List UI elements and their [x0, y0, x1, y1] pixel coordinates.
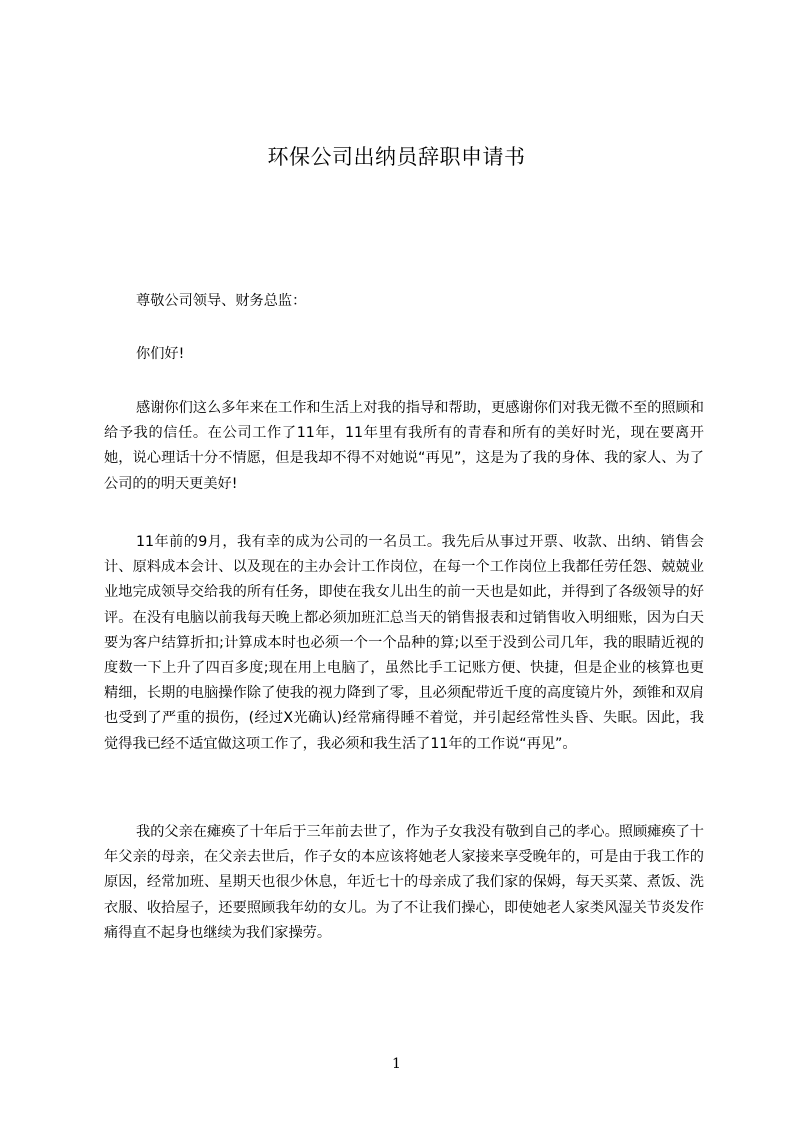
body-paragraph-2: 11年前的9月，我有幸的成为公司的一名员工。我先后从事过开票、收款、出纳、销售会计、原料成本会计、以及现在的主办会计工作岗位，在每一个工作岗位上我都任劳任怨、兢兢业业地完成领导交给我的所有任务，即使在我女儿出生的前一天也是如此，并得到了各级领导的好评。在没有电脑以前我每天晚上都必须加班汇总当天的销售报表和过销售收入明细账，因为白天要为客户结算折扣;计算成本时也必须一个一个品种的算;以至于没到公司几年，我的眼睛近视的度数一下上升了四百多度;现在用上电脑了，虽然比手工记账方便、快捷，但是企业的核算也更精细，长期的电脑操作除了使我的视力降到了零，且必须配带近千度的高度镜片外，颈锥和双肩也受到了严重的损伤，(经过X光确认)经常痛得睡不着觉，并引起经常性头昏、失眠。因此，我觉得我已经不适宜做这项工作了，我必须和我生活了11年的工作说“再见”。: [104, 534, 704, 752]
greeting: 你们好!: [136, 346, 185, 362]
salutation: 尊敬公司领导、财务总监：: [136, 293, 307, 309]
body-paragraph-3: 我的父亲在瘫痪了十年后于三年前去世了，作为子女我没有敬到自己的孝心。照顾瘫痪了十年父亲的母亲，在父亲去世后，作子女的本应该将她老人家接来享受晚年的，可是由于我工作的原因，经常加班、星期天也很少休息，年近七十的母亲成了我们家的保姆，每天买菜、煮饭、洗衣服、收拾屋子，还要照顾我年幼的女儿。为了不让我们操心，即使她老人家类风湿关节炎发作痛得直不起身也继续为我们家操劳。: [104, 824, 704, 941]
body-paragraph-1: 感谢你们这么多年来在工作和生活上对我的指导和帮助，更感谢你们对我无微不至的照顾和给予我的信任。在公司工作了11年，11年里有我所有的青春和所有的美好时光，现在要离开她，说心理话十分不情愿，但是我却不得不对她说“再见”，这是为了我的身体、我的家人、为了公司的的明天更美好!: [104, 400, 704, 492]
page-number: 1: [392, 1056, 401, 1072]
document-title: 环保公司出纳员辞职申请书: [267, 145, 526, 169]
